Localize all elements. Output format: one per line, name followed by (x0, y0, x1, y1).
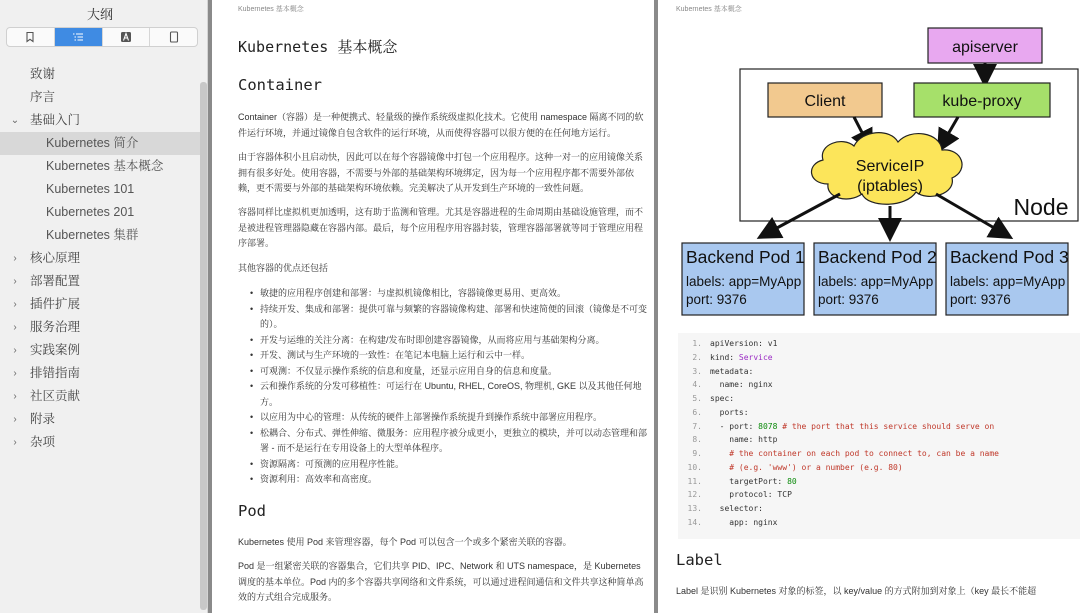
code-line (678, 447, 1080, 461)
running-head: Kubernetes 基本概念 (676, 6, 742, 13)
sidebar-item-label: Kubernetes 基本概念 (46, 159, 164, 173)
sidebar-item[interactable] (0, 86, 200, 109)
advantages-list (250, 286, 650, 488)
code-line (678, 351, 1080, 365)
code-line (678, 461, 1080, 475)
backend-pod-labels: labels: app=MyApp (818, 274, 934, 289)
backend-pods (682, 243, 1069, 315)
line-number: 4. (692, 380, 702, 390)
code-block (678, 333, 1080, 539)
chevron-right-icon[interactable]: › (13, 414, 17, 425)
node-label: Node (1013, 194, 1069, 220)
paragraph: Kubernetes 使用 Pod 来管理容器，每个 Pod 可以包含一个或多个紧密关联的容器。 (238, 537, 572, 547)
page-left (212, 0, 654, 613)
sidebar-item-label: Kubernetes 201 (46, 205, 135, 219)
sidebar-title: 大纲 (86, 7, 113, 22)
code-token: targetPort: (710, 476, 788, 486)
chevron-right-icon[interactable]: › (13, 391, 17, 402)
backend-pod-title: Backend Pod 2 (818, 247, 937, 267)
sidebar-scrollbar[interactable] (200, 82, 207, 610)
sidebar-item[interactable] (0, 316, 200, 339)
sidebar-item-label: 序言 (30, 90, 56, 104)
backend-pod-port: port: 9376 (686, 292, 747, 307)
code-line (678, 502, 1080, 516)
sidebar-tab-bar (6, 27, 198, 47)
sidebar-item-label: 社区贡献 (30, 389, 81, 403)
pod-heading: Pod (238, 502, 266, 520)
chevron-right-icon[interactable]: › (13, 345, 17, 356)
font-icon (120, 31, 132, 43)
paragraph: Label 是识别 Kubernetes 对象的标签，以 key/value 的方式附加到对象上（key 最长不能超 (676, 586, 1037, 596)
client-label: Client (804, 93, 846, 110)
code-line (678, 488, 1080, 502)
list-item: • 可观测：不仅显示操作系统的信息和度量，还显示应用自身的信息和度量。 (250, 364, 650, 380)
code-token: - port: (710, 421, 759, 431)
backend-pod-labels: labels: app=MyApp (950, 274, 1066, 289)
chevron-down-icon[interactable]: ⌄ (10, 115, 20, 126)
sidebar-item-label: 附录 (30, 412, 56, 426)
backend-pod-labels: labels: app=MyApp (686, 274, 802, 289)
code-token: # the port that this service should serve on (777, 421, 995, 431)
list-item: • 持续开发、集成和部署：提供可靠与频繁的容器镜像构建、部署和快速简便的回滚（镜像是不可变的）。 (250, 302, 650, 333)
sidebar-item[interactable] (0, 63, 200, 86)
list-item: • 开发、测试与生产环境的一致性：在笔记本电脑上运行和云中一样。 (250, 348, 650, 364)
sidebar-item-label: 服务治理 (30, 320, 81, 334)
code-token: selector: (710, 504, 763, 513)
code-line (678, 337, 1080, 351)
line-number: 13. (687, 504, 702, 513)
sidebar-item[interactable] (0, 109, 200, 132)
sidebar-item-label: 实践案例 (30, 343, 81, 357)
chevron-right-icon[interactable]: › (13, 276, 17, 287)
label-heading: Label (676, 551, 723, 569)
tab-outline[interactable] (55, 28, 103, 46)
sidebar-item[interactable] (0, 339, 200, 362)
bookmark-icon (24, 31, 36, 43)
line-number: 9. (692, 449, 702, 458)
code-token: apiVersion: v1 (710, 339, 778, 348)
backend-pod-port: port: 9376 (818, 292, 879, 307)
tab-font[interactable] (103, 28, 151, 46)
list-item: • 敏捷的应用程序创建和部署：与虚拟机镜像相比，容器镜像更易用、更高效。 (250, 286, 650, 302)
code-line (678, 378, 1080, 392)
sidebar-item-label: 核心原理 (30, 251, 81, 265)
code-line (678, 406, 1080, 420)
sidebar-item[interactable] (0, 431, 200, 454)
kube-proxy-label: kube-proxy (942, 93, 1022, 110)
code-token: kind: (710, 352, 739, 362)
sidebar-item[interactable] (0, 155, 200, 178)
list-item: • 云和操作系统的分发可移植性：可运行在 Ubuntu, RHEL, CoreOS, 物理机, GKE 以及其他任何地方。 (250, 379, 650, 410)
chevron-right-icon[interactable]: › (13, 437, 17, 448)
outline-list (0, 63, 200, 454)
outline-list-icon (72, 31, 84, 43)
chevron-right-icon[interactable]: › (13, 253, 17, 264)
sidebar-item-label: 插件扩展 (30, 297, 81, 311)
chevron-right-icon[interactable]: › (13, 368, 17, 379)
code-line (678, 392, 1080, 406)
page-icon (168, 31, 180, 43)
line-number: 2. (692, 352, 702, 362)
line-number: 3. (692, 366, 702, 376)
sidebar-item[interactable] (0, 362, 200, 385)
running-head: Kubernetes 基本概念 (238, 6, 304, 13)
chevron-right-icon[interactable]: › (13, 299, 17, 310)
paragraph: 由于容器体积小且启动快，因此可以在每个容器镜像中打包一个应用程序。这种一对一的应用镜像关系拥有很多好处。使用容器，不需要与外部的基础架构环境绑定，因为每一个应用程序都不需要外部依赖，更不需要与外部的基础架构环境依赖。完美解决了从开发到生产环境的一致性问题。 (238, 152, 644, 193)
sidebar-item[interactable] (0, 201, 200, 224)
tab-bookmarks[interactable] (7, 28, 55, 46)
code-line (678, 433, 1080, 447)
sidebar-item[interactable] (0, 224, 200, 247)
paragraph: Container（容器）是一种便携式、轻量级的操作系统级虚拟化技术。它使用 namespace 隔离不同的软件运行环境，并通过镜像自包含软件的运行环境，从而使得容器可以很方便的在任何地方运行。 (238, 112, 644, 138)
service-diagram (658, 24, 1080, 324)
code-token: app: nginx (710, 517, 778, 527)
sidebar-item-label: 排错指南 (30, 366, 81, 380)
page-right (658, 0, 1080, 613)
code-token: ports: (710, 407, 749, 417)
sidebar-item-label: Kubernetes 101 (46, 182, 135, 196)
sidebar-item-label: 基础入门 (30, 113, 81, 127)
list-item: • 资源隔离：可预测的应用程序性能。 (250, 457, 650, 473)
sidebar-item-label: 杂项 (30, 435, 56, 449)
line-number: 6. (692, 407, 702, 417)
sidebar-item[interactable] (0, 270, 200, 293)
backend-pod-port: port: 9376 (950, 292, 1011, 307)
page-title: Kubernetes 基本概念 (238, 38, 398, 56)
line-number: 7. (692, 421, 702, 431)
list-item: • 以应用为中心的管理：从传统的硬件上部署操作系统提升到操作系统中部署应用程序。 (250, 410, 650, 426)
line-number: 5. (692, 394, 702, 403)
sidebar-item-label: Kubernetes 简介 (46, 136, 139, 150)
code-line (678, 475, 1080, 489)
code-token: 80 (787, 476, 797, 486)
apiserver-label: apiserver (952, 39, 1018, 56)
code-token: name: nginx (710, 380, 773, 390)
backend-pod-title: Backend Pod 1 (686, 247, 805, 267)
line-number: 1. (692, 339, 702, 348)
code-token: protocol: TCP (710, 490, 792, 500)
service-ip-sublabel: (iptables) (857, 178, 923, 195)
backend-pod-title: Backend Pod 3 (950, 247, 1069, 267)
sidebar-item-label: Kubernetes 集群 (46, 228, 139, 242)
sidebar-item-label: 部署配置 (30, 274, 81, 288)
paragraph: 容器同样比虚拟机更加透明，这有助于监测和管理。尤其是容器进程的生命周期由基础设施管理，而不是被进程管理器隐藏在容器内部。最后，每个应用程序用容器封装，管理容器部署就等同于管理应用程序部署。 (238, 207, 644, 248)
code-token: spec: (710, 394, 735, 403)
tab-pages[interactable] (150, 28, 197, 46)
code-token: # (e.g. 'www') or a number (e.g. 80) (710, 462, 903, 472)
sidebar-item[interactable] (0, 132, 200, 155)
line-number: 8. (692, 435, 702, 445)
sidebar-item[interactable] (0, 293, 200, 316)
paragraph: 其他容器的优点还包括 (238, 263, 329, 273)
code-token: metadata: (710, 366, 754, 376)
sidebar-item[interactable] (0, 408, 200, 431)
line-number: 14. (687, 517, 702, 527)
line-number: 12. (687, 490, 702, 500)
sidebar-item-label: 致谢 (30, 67, 56, 81)
code-line (678, 516, 1080, 530)
code-line (678, 420, 1080, 434)
list-item: • 松耦合、分布式、弹性伸缩、微服务：应用程序被分成更小，更独立的模块，并可以动态管理和部署 - 而不是运行在专用设备上的大型单体程序。 (250, 426, 650, 457)
container-heading: Container (238, 76, 322, 94)
list-item: • 开发与运维的关注分离：在构建/发布时即创建容器镜像，从而将应用与基础架构分离。 (250, 333, 650, 349)
code-token: 8078 (758, 421, 778, 431)
sidebar-item[interactable] (0, 178, 200, 201)
outline-sidebar (0, 0, 208, 613)
line-number: 11. (687, 476, 702, 486)
code-token: # the container on each pod to connect to, can be a name (710, 449, 999, 458)
chevron-right-icon[interactable]: › (13, 322, 17, 333)
code-token: Service (738, 352, 773, 362)
service-ip-label: ServiceIP (855, 158, 925, 175)
list-item: • 资源利用：高效率和高密度。 (250, 472, 650, 488)
line-number: 10. (687, 462, 702, 472)
sidebar-item[interactable] (0, 385, 200, 408)
code-token: name: http (710, 435, 778, 445)
code-line (678, 365, 1080, 379)
paragraph: Pod 是一组紧密关联的容器集合，它们共享 PID、IPC、Network 和 UTS namespace，是 Kubernetes 调度的基本单位。Pod 内的多个容器共享网络和文件系统，可以通过进程间通信和文件共享这种简单高效的方式组合完成服务。 (238, 561, 644, 602)
sidebar-item[interactable] (0, 247, 200, 270)
